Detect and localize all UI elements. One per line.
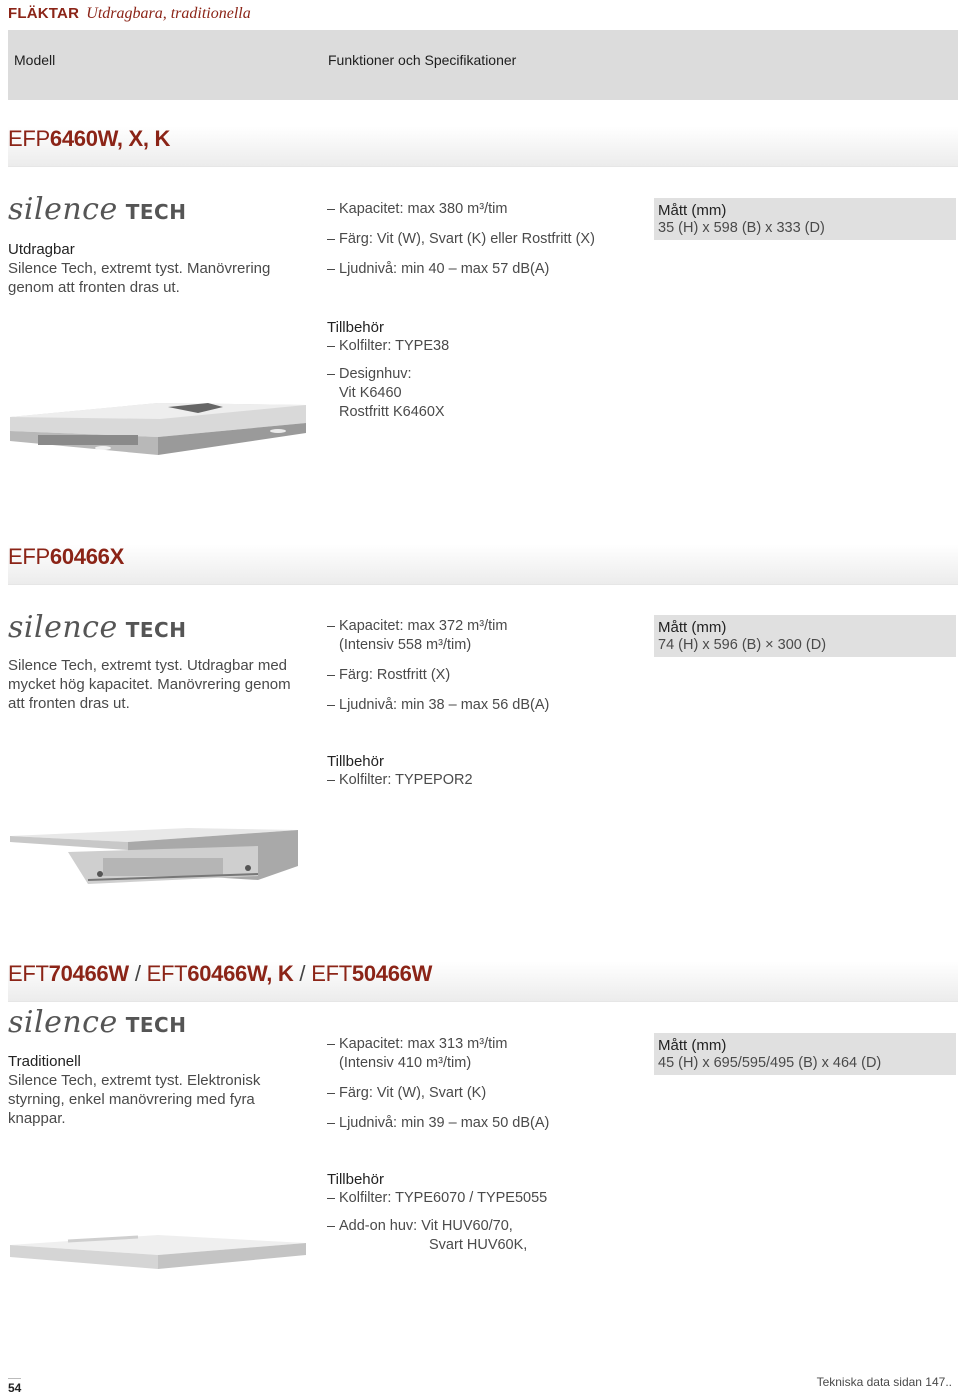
column-model: Modell xyxy=(14,52,56,68)
spec-row: Färg: Vit (W), Svart (K) xyxy=(327,1084,647,1103)
page-header xyxy=(8,5,251,23)
spec-row: Kapacitet: max 372 m³/tim (Intensiv 558 m³/tim) xyxy=(327,617,647,655)
spec-row: Kapacitet: max 380 m³/tim xyxy=(327,200,647,219)
category-subtitle: Utdragbara, traditionella xyxy=(86,5,251,22)
product-1-type: Utdragbar xyxy=(8,241,75,258)
product-1-model: EFP6460W, X, K xyxy=(8,126,171,151)
hood-image-efp6460 xyxy=(8,385,308,465)
category-title: FLÄKTAR xyxy=(8,5,80,22)
silence-tech-logo: silence TECH xyxy=(8,610,187,645)
product-2-dimensions: Mått (mm) 74 (H) x 596 (B) × 300 (D) xyxy=(654,615,956,657)
product-2-specs xyxy=(327,617,647,726)
product-1-title-band xyxy=(8,100,958,167)
column-specs: Funktioner och Specifikationer xyxy=(328,52,517,68)
product-1-accessories: Tillbehör Kolfilter: TYPE38 Designhuv: Vit K6460 Rostfritt K6460X xyxy=(327,319,450,420)
product-2-model: EFP60466X xyxy=(8,544,124,569)
silence-tech-logo: silence TECH xyxy=(8,1005,187,1040)
product-1-dimensions: Mått (mm) 35 (H) x 598 (B) x 333 (D) xyxy=(654,198,956,240)
spec-row: Ljudnivå: min 38 – max 56 dB(A) xyxy=(327,696,647,715)
product-3-dimensions: Mått (mm) 45 (H) x 695/595/495 (B) x 464 (D) xyxy=(654,1033,956,1075)
footer-reference: Tekniska data sidan 147.. xyxy=(816,1375,952,1389)
hood-image-efp60466x xyxy=(8,818,308,898)
spec-row: Ljudnivå: min 40 – max 57 dB(A) xyxy=(327,260,647,279)
product-3-type: Traditionell xyxy=(8,1053,81,1070)
hood-image-eft xyxy=(8,1225,308,1285)
spec-row: Ljudnivå: min 39 – max 50 dB(A) xyxy=(327,1114,647,1133)
spec-row: Färg: Vit (W), Svart (K) eller Rostfritt (X) xyxy=(327,230,647,249)
product-1-specs xyxy=(327,200,647,290)
product-3-title-band xyxy=(8,935,958,1002)
product-2-title-band xyxy=(8,518,958,585)
product-3-models: EFT70466W / EFT60466W, K / EFT50466W xyxy=(8,961,433,986)
product-2-accessories: Tillbehör Kolfilter: TYPEPOR2 xyxy=(327,753,473,788)
product-1-description: Utdragbar Silence Tech, extremt tyst. Manövrering genom att fronten dras ut. xyxy=(8,240,308,297)
product-3-specs xyxy=(327,1035,647,1144)
product-3-accessories: Tillbehör Kolfilter: TYPE6070 / TYPE5055 Add-on huv: Vit HUV60/70, Svart HUV60K, xyxy=(327,1171,548,1253)
product-3-description: Traditionell Silence Tech, extremt tyst. Elektronisk styrning, enkel manövrering med fyra knappar. xyxy=(8,1052,308,1128)
product-2-description: Silence Tech, extremt tyst. Utdragbar med mycket hög kapacitet. Manövrering genom att fronten dras ut. xyxy=(8,657,291,712)
column-header-band xyxy=(8,30,958,100)
silence-tech-logo: silence TECH xyxy=(8,192,187,227)
page-number: 54 xyxy=(8,1378,21,1395)
spec-row: Färg: Rostfritt (X) xyxy=(327,666,647,685)
spec-row: Kapacitet: max 313 m³/tim (Intensiv 410 m³/tim) xyxy=(327,1035,647,1073)
